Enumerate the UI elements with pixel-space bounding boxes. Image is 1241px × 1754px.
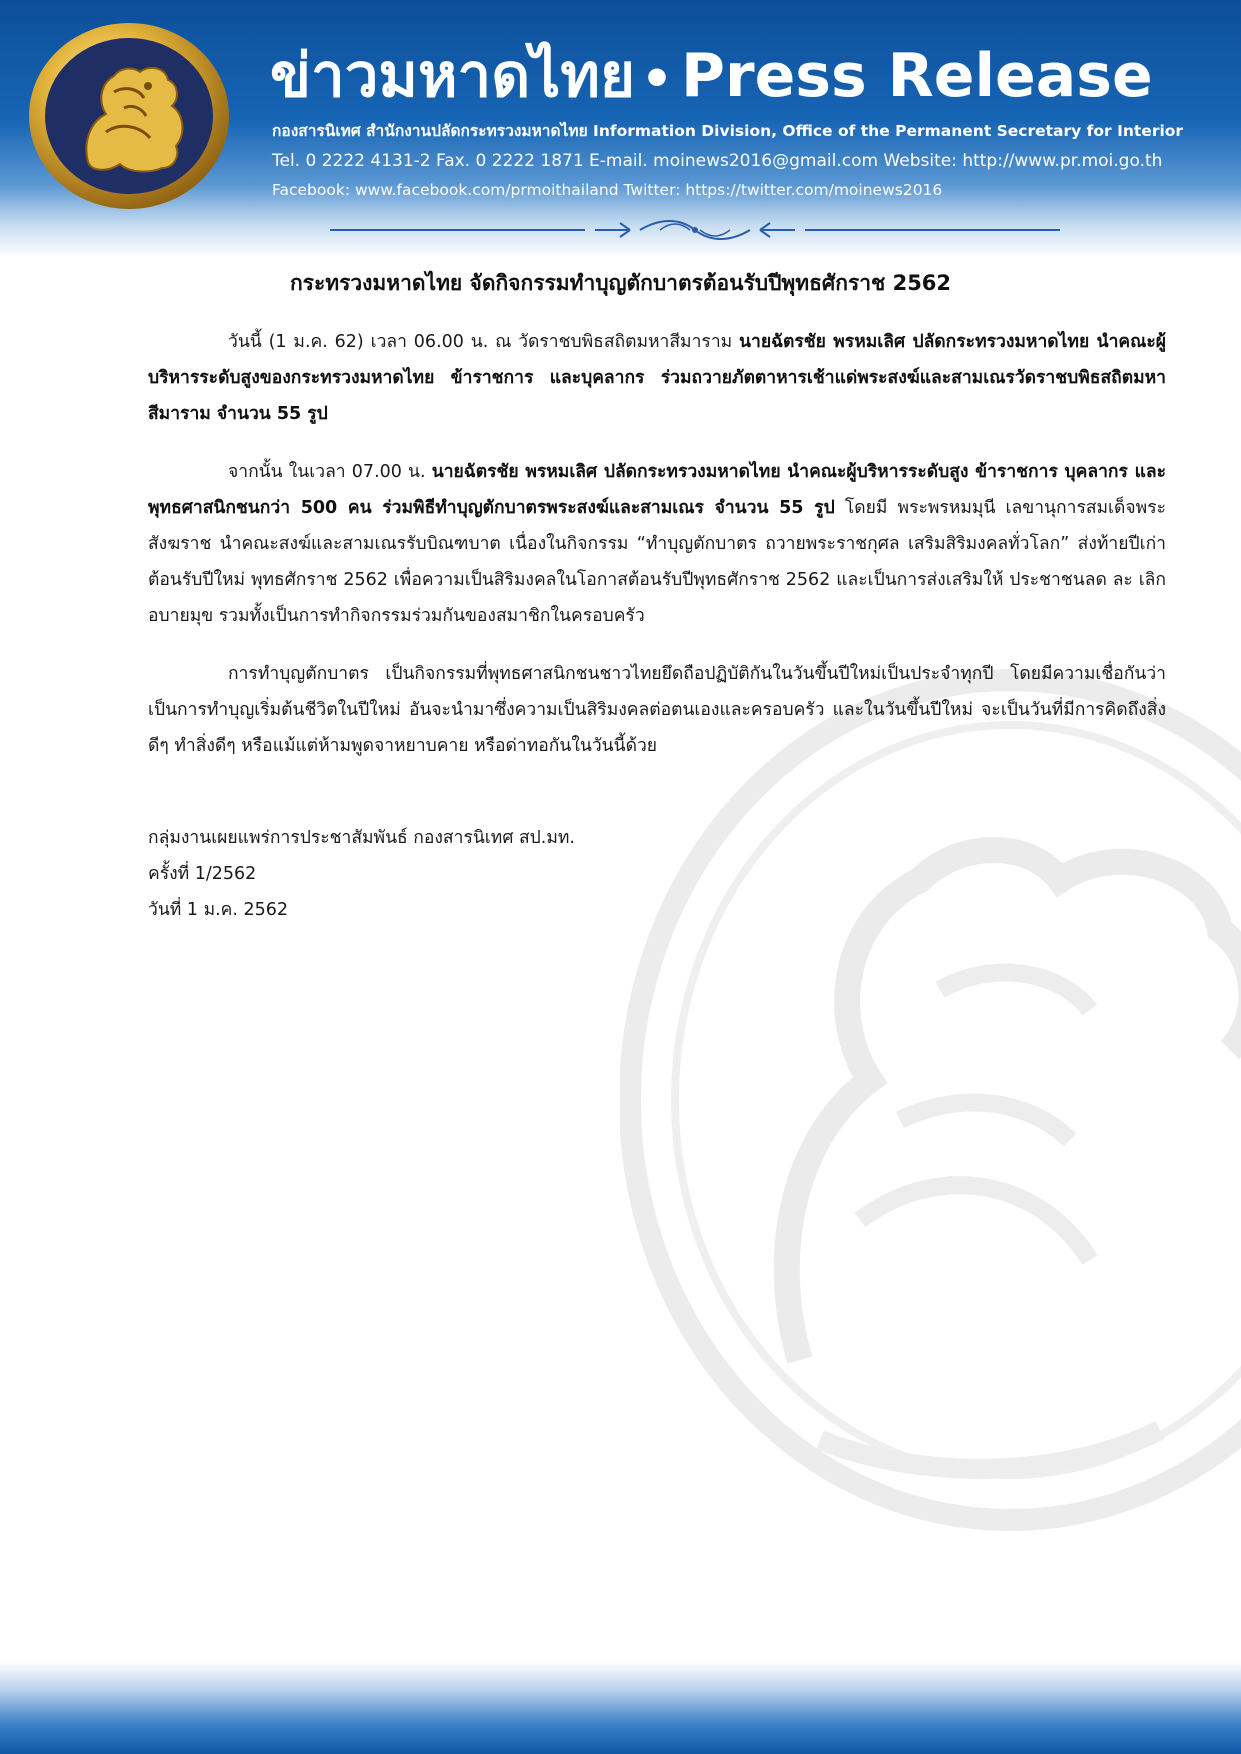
paragraph-2-text-b: โดยมี พระพรหมมุนี เลขานุการสมเด็จพระสังฆราช นำคณะสงฆ์และสามเณรรับบิณฑบาต เนื่องในกิจกรรม “ทำบุญตักบาตร ถวายพระราชกุศล เสริมสิริมงคลทั่วโลก” ส่งท้ายปีเก่าต้อนรับปีใหม่ พุทธศักราช 2562 เพื่อความเป็นสิริมงคลในโอกาสต้อนรับปีพุทธศักราช 2562 และเป็นการส่งเสริมให้ ประชาชนลด ละ เลิก อบายมุข รวมทั้งเป็นการทำกิจกรรมร่วมกันของสมาชิกในครอบครัว xyxy=(148,498,1166,626)
signature-block xyxy=(148,820,1166,928)
footer-band xyxy=(0,1662,1241,1754)
paragraph-1 xyxy=(148,324,1166,432)
masthead-title-english: Press Release xyxy=(681,41,1153,111)
ministry-seal-icon xyxy=(28,22,230,210)
paragraph-1-text: วันนี้ (1 ม.ค. 62) เวลา 06.00 น. ณ วัดราชบพิธสถิตมหาสีมาราม xyxy=(228,332,740,352)
document-body xyxy=(148,324,1166,928)
masthead-title-thai: ข่าวมหาดไทย xyxy=(270,41,636,111)
paragraph-2-text-a: จากนั้น ในเวลา 07.00 น. xyxy=(228,462,432,482)
masthead-title xyxy=(270,36,1153,119)
signature-group: กลุ่มงานเผยแพร่การประชาสัมพันธ์ กองสารนิเทศ สป.มท. xyxy=(148,828,575,848)
department-line: กองสารนิเทศ สำนักงานปลัดกระทรวงมหาดไทย Information Division, Office of the Permanent Secretary for Interior xyxy=(272,122,1184,140)
paragraph-2 xyxy=(148,454,1166,634)
paragraph-1-bold: นายฉัตรชัย พรหมเลิศ ปลัดกระทรวงมหาดไทย นำคณะผู้บริหารระดับสูงของกระทรวงมหาดไทย ข้าราชการ และบุคลากร ร่วมถวายภัตตาหารเช้าแด่พระสงฆ์และสามเณรวัดราชบพิธสถิตมหาสีมาราม จำนวน 55 รูป xyxy=(148,332,1166,424)
masthead-separator: • xyxy=(641,50,674,108)
paragraph-3 xyxy=(148,656,1166,764)
paragraph-2-bold: นายฉัตรชัย พรหมเลิศ ปลัดกระทรวงมหาดไทย นำคณะผู้บริหารระดับสูง ข้าราชการ บุคลากร และพุทธศาสนิกชนกว่า 500 คน ร่วมพิธีทำบุญตักบาตรพระสงฆ์และสามเณร จำนวน 55 รูป xyxy=(148,462,1166,518)
press-release-header xyxy=(0,0,1241,260)
ornamental-divider-icon xyxy=(330,218,1060,242)
signature-date: วันที่ 1 ม.ค. 2562 xyxy=(148,900,289,920)
paragraph-3-text: การทำบุญตักบาตร เป็นกิจกรรมที่พุทธศาสนิกชนชาวไทยยึดถือปฏิบัติกันในวันขึ้นปีใหม่เป็นประจำทุกปี โดยมีความเชื่อกันว่า เป็นการทำบุญเริ่มต้นชีวิตในปีใหม่ อันจะนำมาซึ่งความเป็นสิริมงคลต่อตนเองและครอบครัว และในวันขึ้นปีใหม่ จะเป็นวันที่มีการคิดถึงสิ่งดีๆ ทำสิ่งดีๆ หรือแม้แต่ห้ามพูดจาหยาบคาย หรือด่าทอกันในวันนี้ด้วย xyxy=(148,664,1166,756)
signature-issue: ครั้งที่ 1/2562 xyxy=(148,864,257,884)
contact-line: Tel. 0 2222 4131-2 Fax. 0 2222 1871 E-mail. moinews2016@gmail.com Website: http://www.pr.moi.go.th xyxy=(272,151,1163,171)
social-line: Facebook: www.facebook.com/prmoithailand Twitter: https://twitter.com/moinews2016 xyxy=(272,181,943,199)
document-title: กระทรวงมหาดไทย จัดกิจกรรมทำบุญตักบาตรต้อนรับปีพุทธศักราช 2562 xyxy=(289,271,952,295)
